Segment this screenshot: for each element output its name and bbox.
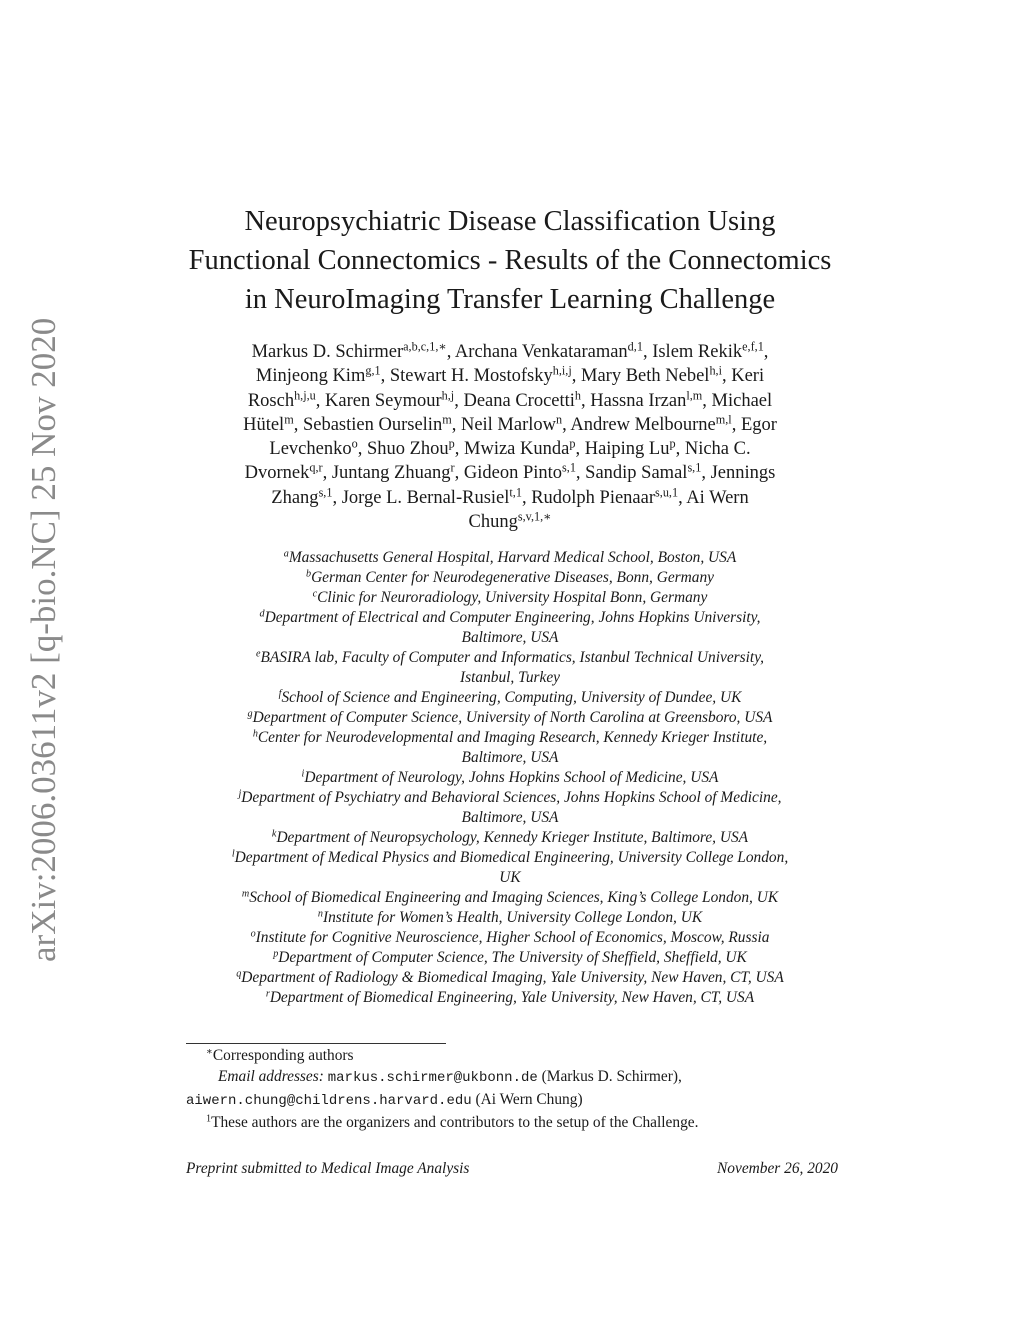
author-name: , Sebastien Ourselin bbox=[293, 414, 443, 435]
affiliation-marks: h,j bbox=[441, 387, 455, 402]
author-list bbox=[160, 340, 860, 534]
affiliation-marks: q,r bbox=[309, 460, 323, 475]
affiliation-marks: h,i bbox=[709, 363, 722, 378]
author-name: , Deana Crocetti bbox=[454, 390, 575, 411]
affiliation-marks: d,1 bbox=[627, 339, 643, 354]
affiliation-marks: m,l bbox=[715, 412, 732, 427]
email-owner: (Ai Wern Chung) bbox=[475, 1091, 583, 1108]
affiliation-mark: f bbox=[278, 688, 282, 700]
affiliation-line bbox=[160, 748, 860, 768]
affiliation-text: Department of Neurology, Johns Hopkins School of Medicine, USA bbox=[304, 769, 719, 786]
affiliation-marks: s,1 bbox=[318, 485, 333, 500]
author-name: , Stewart H. Mostofsky bbox=[380, 366, 553, 387]
email-footnote bbox=[186, 1066, 836, 1089]
affiliation-line bbox=[160, 828, 860, 848]
author-name: , Mary Beth Nebel bbox=[571, 366, 710, 387]
affiliation-line bbox=[160, 808, 860, 828]
affiliation-line bbox=[160, 948, 860, 968]
affiliation-marks: m bbox=[284, 412, 294, 427]
email-link[interactable]: aiwern.chung@childrens.harvard.edu bbox=[186, 1093, 472, 1109]
author-name: , Haiping Lu bbox=[575, 439, 670, 460]
affiliation-line bbox=[160, 548, 860, 568]
affiliation-text: Department of Radiology & Biomedical Imaging, Yale University, New Haven, CT, USA bbox=[241, 969, 784, 986]
affiliation-text: UK bbox=[499, 869, 521, 886]
arxiv-identifier-stamp: arXiv:2006.03611v2 [q-bio.NC] 25 Nov 2020 bbox=[24, 317, 63, 962]
affiliation-line bbox=[160, 708, 860, 728]
affiliation-text: Istanbul, Turkey bbox=[459, 669, 561, 686]
author-name: , Gideon Pinto bbox=[454, 463, 563, 484]
affiliation-marks: h,j,u bbox=[294, 387, 316, 402]
affiliation-mark: e bbox=[255, 648, 261, 660]
author-name: Zhang bbox=[271, 487, 319, 508]
affiliation-text: Baltimore, USA bbox=[461, 629, 559, 646]
affiliation-mark: g bbox=[247, 708, 253, 720]
author-name: , Jennings bbox=[701, 463, 776, 484]
affiliation-marks: n bbox=[556, 412, 563, 427]
affiliation-mark: b bbox=[305, 568, 312, 580]
affiliation-line bbox=[160, 788, 860, 808]
affiliation-line bbox=[160, 588, 860, 608]
affiliation-text: Department of Electrical and Computer Engineering, Johns Hopkins University, bbox=[264, 609, 761, 626]
affiliation-text: Massachusetts General Hospital, Harvard Medical School, Boston, USA bbox=[288, 549, 737, 566]
footnote-mark: ∗ bbox=[206, 1046, 213, 1058]
email-footnote-continued bbox=[186, 1089, 836, 1112]
footnotes bbox=[186, 1045, 836, 1133]
affiliation-text: Department of Computer Science, University of North Carolina at Greensboro, USA bbox=[252, 709, 773, 726]
affiliation-line bbox=[160, 648, 860, 668]
preprint-date: November 26, 2020 bbox=[717, 1160, 838, 1177]
affiliation-marks: s,1 bbox=[562, 460, 576, 475]
author-name: Chung bbox=[468, 512, 518, 533]
author-name: , Shuo Zhou bbox=[357, 439, 449, 460]
author-name: , Karen Seymour bbox=[315, 390, 442, 411]
affiliation-marks: l,m bbox=[686, 387, 703, 402]
title-line: Neuropsychiatric Disease Classification Using bbox=[244, 206, 776, 237]
email-owner: (Markus D. Schirmer), bbox=[541, 1068, 682, 1085]
author-name: Minjeong Kim bbox=[255, 366, 366, 387]
author-name: Rosch bbox=[247, 390, 295, 411]
author-line bbox=[160, 364, 860, 388]
affiliation-mark: q bbox=[236, 968, 242, 980]
author-name: Dvornek bbox=[244, 463, 310, 484]
author-name: , Egor bbox=[731, 414, 777, 435]
author-name: , Michael bbox=[702, 390, 773, 411]
affiliation-mark: d bbox=[259, 608, 265, 620]
affiliation-marks: e,f,1 bbox=[742, 339, 764, 354]
author-name: , Archana Venkataraman bbox=[446, 342, 628, 362]
author-name: , Keri bbox=[721, 366, 765, 387]
author-line bbox=[160, 461, 860, 485]
affiliation-text: BASIRA lab, Faculty of Computer and Informatics, Istanbul Technical University, bbox=[260, 649, 765, 666]
title-line: in NeuroImaging Transfer Learning Challenge bbox=[244, 284, 776, 315]
author-name: , Andrew Melbourne bbox=[562, 414, 716, 435]
affiliation-line bbox=[160, 768, 860, 788]
footnote-text: These authors are the organizers and contributors to the setup of the Challenge. bbox=[211, 1114, 699, 1131]
affiliation-marks: p bbox=[669, 436, 676, 451]
author-name: , Mwiza Kunda bbox=[454, 439, 570, 460]
author-name: , Islem Rekik bbox=[642, 342, 743, 362]
author-name: , Hassna Irzan bbox=[581, 390, 687, 411]
affiliation-text: Center for Neurodevelopmental and Imaging Research, Kennedy Krieger Institute, bbox=[257, 729, 768, 746]
affiliation-text: Department of Psychiatry and Behavioral Sciences, Johns Hopkins School of Medicine, bbox=[241, 789, 782, 806]
affiliation-line bbox=[160, 868, 860, 888]
affiliation-marks: g,1 bbox=[365, 363, 381, 378]
affiliation-marks: p bbox=[569, 436, 576, 451]
author-line bbox=[160, 389, 860, 413]
footnote-divider bbox=[186, 1043, 446, 1044]
footnote-text: Corresponding authors bbox=[212, 1047, 354, 1064]
affiliation-line bbox=[160, 628, 860, 648]
affiliation-mark: l bbox=[231, 848, 235, 860]
affiliation-text: School of Biomedical Engineering and Imaging Sciences, King’s College London, UK bbox=[249, 889, 779, 906]
affiliation-marks: o bbox=[351, 436, 358, 451]
affiliation-marks: a,b,c,1,∗ bbox=[403, 339, 447, 354]
author-line bbox=[160, 486, 860, 510]
affiliation-marks: r bbox=[450, 460, 455, 475]
author-line bbox=[160, 413, 860, 437]
affiliation-text: Clinic for Neuroradiology, University Hospital Bonn, Germany bbox=[317, 589, 708, 606]
preprint-footer bbox=[186, 1160, 838, 1178]
author-name: Hütel bbox=[243, 414, 285, 435]
author-name: , Rudolph Pienaar bbox=[521, 487, 656, 508]
affiliation-line bbox=[160, 728, 860, 748]
affiliation-mark: c bbox=[312, 588, 318, 600]
affiliation-line bbox=[160, 908, 860, 928]
affiliation-line bbox=[160, 848, 860, 868]
affiliation-text: Department of Medical Physics and Biomedical Engineering, University College London, bbox=[234, 849, 789, 866]
affiliation-text: Department of Neuropsychology, Kennedy Krieger Institute, Baltimore, USA bbox=[276, 829, 749, 846]
preprint-venue: Preprint submitted to Medical Image Analysis bbox=[186, 1160, 470, 1177]
affiliation-mark: i bbox=[301, 768, 305, 780]
affiliation-marks: t,1 bbox=[509, 485, 522, 500]
paper-title bbox=[150, 202, 870, 319]
corresponding-footnote bbox=[186, 1045, 836, 1066]
affiliation-mark: o bbox=[250, 928, 256, 940]
author-name: , Ai Wern bbox=[678, 487, 749, 508]
author-name: , Nicha C. bbox=[675, 439, 751, 460]
affiliation-marks: s,u,1 bbox=[655, 485, 679, 500]
affiliation-mark: a bbox=[283, 548, 289, 560]
affiliation-marks: p bbox=[448, 436, 455, 451]
author-name: , Sandip Samal bbox=[575, 463, 688, 484]
footnote-mark: 1 bbox=[206, 1113, 212, 1125]
affiliation-mark: m bbox=[241, 888, 250, 900]
affiliation-text: Baltimore, USA bbox=[461, 809, 559, 826]
author-separator: , bbox=[763, 342, 769, 362]
author-name: Levchenko bbox=[269, 439, 352, 460]
affiliation-marks: m bbox=[442, 412, 452, 427]
affiliation-marks: s,v,1,∗ bbox=[517, 509, 552, 524]
affiliation-line bbox=[160, 928, 860, 948]
affiliation-line bbox=[160, 968, 860, 988]
affiliation-text: Institute for Women’s Health, University College London, UK bbox=[322, 909, 703, 926]
author-name: Markus D. Schirmer bbox=[251, 342, 404, 362]
title-line: Functional Connectomics - Results of the Connectomics bbox=[188, 245, 832, 276]
author-line bbox=[160, 437, 860, 461]
affiliation-marks: h,i,j bbox=[552, 363, 572, 378]
author-line bbox=[160, 340, 860, 364]
email-link[interactable]: markus.schirmer@ukbonn.de bbox=[327, 1070, 538, 1086]
affiliation-line bbox=[160, 988, 860, 1008]
affiliation-mark: k bbox=[271, 828, 277, 840]
affiliation-mark: n bbox=[317, 908, 323, 920]
affiliation-mark: h bbox=[252, 728, 258, 740]
affiliation-mark: p bbox=[273, 948, 279, 960]
affiliation-line bbox=[160, 608, 860, 628]
affiliation-line bbox=[160, 568, 860, 588]
affiliation-mark: j bbox=[238, 788, 242, 800]
affiliation-text: Department of Biomedical Engineering, Yale University, New Haven, CT, USA bbox=[269, 989, 755, 1006]
affiliation-list bbox=[160, 548, 860, 1008]
affiliation-line bbox=[160, 668, 860, 688]
affiliation-text: Baltimore, USA bbox=[461, 749, 559, 766]
email-label: Email addresses: bbox=[218, 1068, 324, 1085]
affiliation-text: Institute for Cognitive Neuroscience, Higher School of Economics, Moscow, Russia bbox=[255, 929, 770, 946]
affiliation-line bbox=[160, 888, 860, 908]
affiliation-text: German Center for Neurodegenerative Diseases, Bonn, Germany bbox=[311, 569, 714, 586]
author-name: , Jorge L. Bernal-Rusiel bbox=[332, 487, 510, 508]
organizers-footnote bbox=[186, 1112, 836, 1133]
author-name: , Juntang Zhuang bbox=[322, 463, 451, 484]
author-line bbox=[160, 510, 860, 534]
affiliation-marks: s,1 bbox=[687, 460, 702, 475]
author-name: , Neil Marlow bbox=[451, 414, 557, 435]
affiliation-text: Department of Computer Science, The University of Sheffield, Sheffield, UK bbox=[278, 949, 747, 966]
affiliation-mark: r bbox=[265, 988, 270, 1000]
affiliation-marks: h bbox=[574, 387, 582, 402]
affiliation-line bbox=[160, 688, 860, 708]
affiliation-text: School of Science and Engineering, Computing, University of Dundee, UK bbox=[281, 689, 742, 706]
